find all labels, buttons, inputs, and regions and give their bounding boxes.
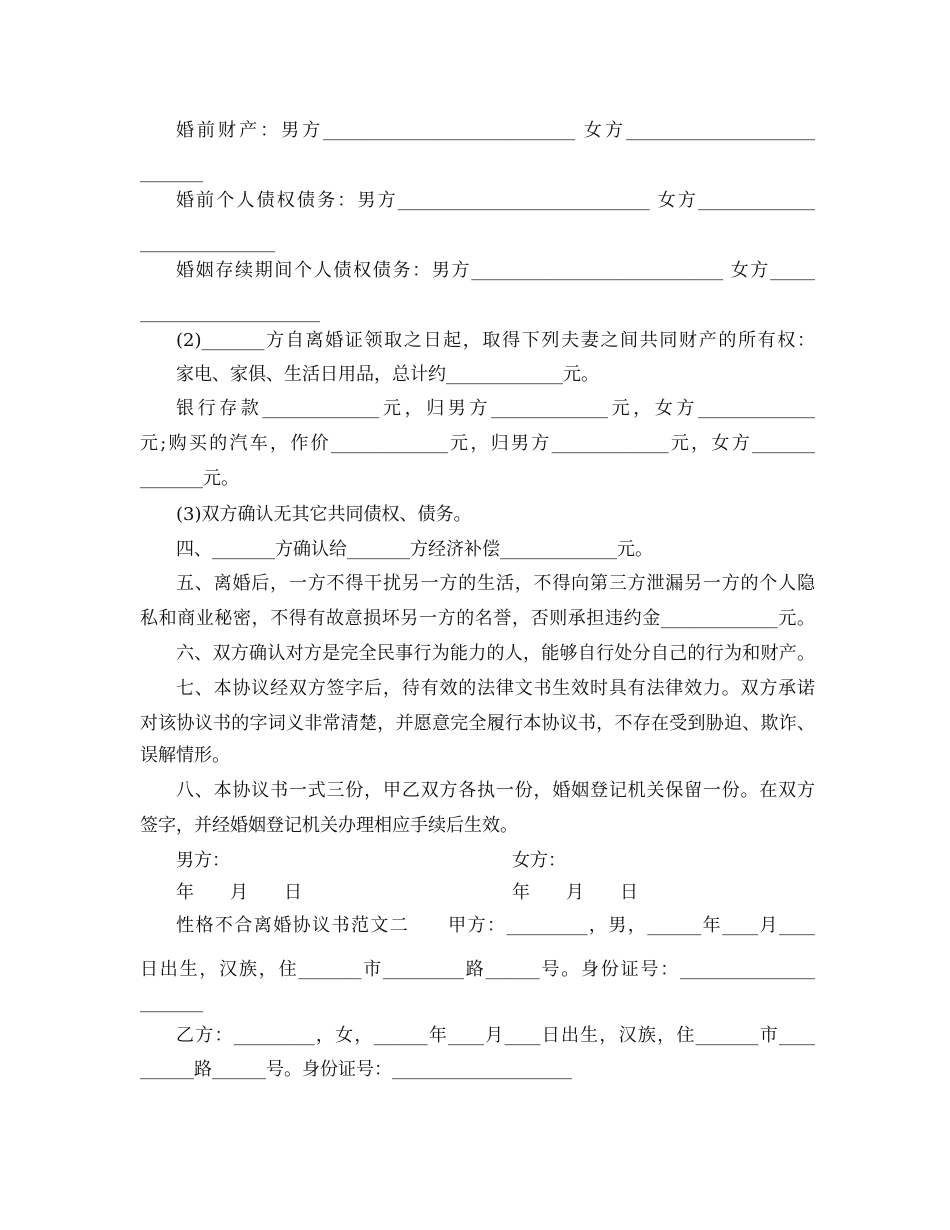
bank-deposit-line: 银行存款_____________元，归男方_____________元，女方_____________ <box>176 398 815 419</box>
appliances-line: 家电、家俱、生活日用品，总计约_____________元。 <box>176 364 599 385</box>
clause-seven-line-3: 误解情形。 <box>140 745 230 766</box>
marital-debt-line: 婚姻存续期间个人债权债务：男方____________________________ 女方_____ <box>176 260 815 281</box>
clause-eight-line: 八、本协议书一式三份，甲乙双方各执一份，婚姻登记机关保留一份。在双方 <box>176 780 815 801</box>
clause-four-line: 四、_______方确认给_______方经济补偿_____________元。 <box>176 539 653 560</box>
sample-two-party-a-line: 性格不合离婚协议书范文二 甲方：_________，男，______年____月____ <box>176 915 815 936</box>
clause-five-line: 五、离婚后，一方不得干扰另一方的生活，不得向第三方泄漏另一方的个人隐 <box>176 573 815 594</box>
clause-seven-line-2: 对该协议书的字词义非常清楚，并愿意完全履行本协议书，不存在受到胁迫、欺诈、 <box>140 713 815 734</box>
party-a-address-line: 日出生，汉族，住_______市_________路______号。身份证号：_______________ <box>140 959 815 980</box>
car-line: 元;购买的汽车，作价_____________元，归男方_____________元，女方_______ <box>140 433 816 454</box>
car-line-cont: _______元。 <box>140 468 239 489</box>
marital-debt-line-cont: ____________________ <box>140 302 320 323</box>
clause-five-line-cont: 私和商业秘密，不得有故意损坏另一方的名誉，否则承担违约金_____________元。 <box>140 608 815 629</box>
party-b-line: 乙方：_________，女，______年____月____日出生，汉族，住_______市____ <box>176 1025 815 1046</box>
clause-six-line: 六、双方确认对方是完全民事行为能力的人，能够自行处分自己的行为和财产。 <box>176 643 815 664</box>
premarital-property-line: 婚前财产：男方____________________________ 女方_____________________ <box>176 120 815 141</box>
premarital-debt-line-cont: _______________ <box>140 232 275 253</box>
male-date-line: 年 月 日 <box>176 882 302 903</box>
party-b-line-cont: ______路______号。身份证号：____________________ <box>140 1059 572 1080</box>
premarital-debt-line: 婚前个人债权债务：男方____________________________ 女方_____________ <box>176 190 815 211</box>
clause-eight-line-cont: 签字，并经婚姻登记机关办理相应手续后生效。 <box>140 815 518 836</box>
premarital-property-line-cont: _______ <box>140 162 203 183</box>
female-signature-label: 女方： <box>512 850 566 871</box>
female-date-line: 年 月 日 <box>512 882 638 903</box>
male-signature-label: 男方： <box>176 850 230 871</box>
clause-3-line: (3)双方确认无其它共同债权、债务。 <box>176 504 472 525</box>
party-a-address-line-cont: _______ <box>140 992 203 1013</box>
clause-2-line: (2)_______方自离婚证领取之日起，取得下列夫妻之间共同财产的所有权： <box>176 330 815 351</box>
clause-seven-line: 七、本协议经双方签字后，待有效的法律文书生效时具有法律效力。双方承诺 <box>176 678 815 699</box>
